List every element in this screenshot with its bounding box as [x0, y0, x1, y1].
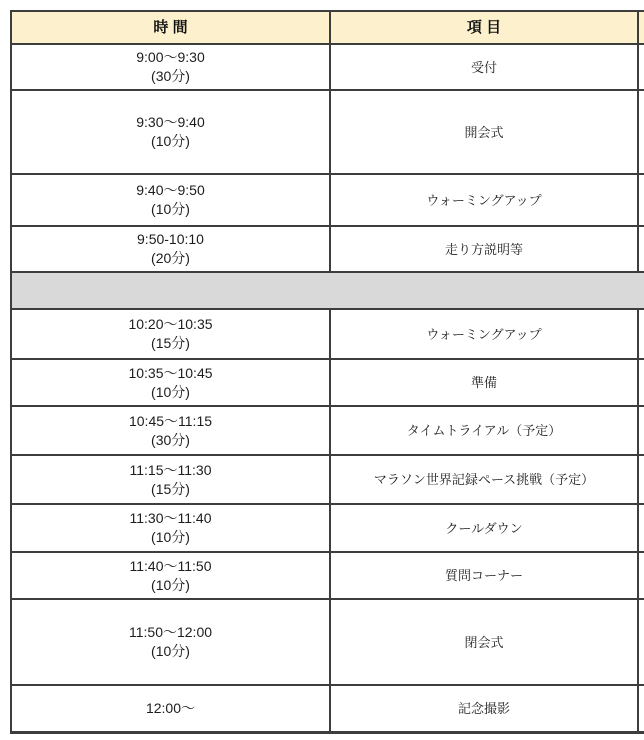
time-range: 11:40～11:50 — [129, 557, 212, 574]
item-cell — [331, 505, 639, 551]
cutoff-column-cell — [639, 600, 644, 684]
duration: (30分) — [151, 68, 190, 84]
table-row — [12, 45, 644, 91]
time-range: 11:50～12:00 — [128, 624, 213, 640]
duration: (10分) — [151, 133, 190, 149]
table-row — [12, 407, 644, 456]
table-row — [12, 175, 644, 227]
table-row — [12, 553, 644, 600]
table-row — [12, 456, 644, 505]
time-range: 10:45～11:15 — [128, 412, 213, 429]
time-cell — [12, 553, 331, 598]
cutoff-column-cell — [639, 227, 644, 271]
time-cell — [12, 45, 331, 89]
item-cell — [331, 686, 639, 731]
item-label: 走り方説明等 — [444, 241, 523, 257]
header-time-cell — [12, 12, 331, 43]
duration: (20分) — [151, 250, 190, 266]
cutoff-column-cell — [639, 91, 644, 173]
time-range: 9:00～9:30 — [136, 49, 205, 65]
item-cell — [331, 227, 639, 271]
table-row — [12, 600, 644, 686]
table-row — [12, 227, 644, 273]
table-row — [12, 91, 644, 175]
table-row — [12, 505, 644, 553]
cutoff-column-cell — [639, 686, 644, 731]
item-label: マラソン世界記録ペース挑戦（予定） — [373, 472, 595, 487]
cutoff-column-cell — [639, 553, 644, 598]
time-range: 12:00～ — [145, 700, 196, 716]
item-cell — [331, 45, 639, 89]
duration: (10分) — [151, 383, 190, 400]
duration: (15分) — [151, 335, 190, 351]
time-range: 9:50-10:10 — [137, 231, 204, 247]
cutoff-column-cell — [639, 456, 644, 503]
item-label: ウォーミングアップ — [426, 192, 542, 208]
time-range: 11:30～11:40 — [129, 510, 212, 526]
item-label: 開会式 — [464, 124, 504, 140]
time-cell — [12, 505, 331, 551]
duration: (10分) — [151, 201, 190, 217]
cutoff-column-cell — [639, 360, 644, 405]
cutoff-column-header-cell — [639, 12, 644, 43]
item-cell — [331, 360, 639, 405]
time-cell — [12, 91, 331, 173]
item-label: クールダウン — [445, 520, 523, 536]
duration: (10分) — [151, 576, 190, 593]
duration: (30分) — [151, 431, 190, 448]
item-cell — [331, 553, 639, 598]
table-row — [12, 686, 644, 731]
time-range: 10:20～10:35 — [128, 316, 213, 332]
time-range: 9:30～9:40 — [136, 114, 205, 130]
item-label: ウォーミングアップ — [426, 326, 542, 342]
table-row — [12, 310, 644, 360]
item-cell — [331, 310, 639, 358]
time-range: 10:35～10:45 — [128, 364, 213, 381]
item-label: 質問コーナー — [444, 568, 523, 583]
time-cell — [12, 407, 331, 454]
header-row — [12, 12, 644, 45]
time-cell — [12, 456, 331, 503]
item-label: 受付 — [470, 59, 497, 75]
header-item-label: 項 目 — [466, 19, 502, 36]
item-label: 記念撮影 — [457, 701, 510, 716]
duration: (10分) — [151, 643, 190, 659]
item-label: タイムトライアル（予定） — [406, 423, 562, 438]
cutoff-column-cell — [639, 175, 644, 225]
item-cell — [331, 91, 639, 173]
item-label: 閉会式 — [464, 634, 504, 650]
item-cell — [331, 600, 639, 684]
time-cell — [12, 227, 331, 271]
duration: (10分) — [151, 529, 190, 545]
cutoff-column-cell — [639, 310, 644, 358]
cutoff-column-cell — [639, 407, 644, 454]
time-cell — [12, 600, 331, 684]
item-label: 準備 — [470, 375, 497, 390]
time-cell — [12, 310, 331, 358]
table-row — [12, 360, 644, 407]
time-range: 11:15～11:30 — [129, 461, 212, 478]
time-cell — [12, 360, 331, 405]
time-range: 9:40～9:50 — [136, 182, 205, 198]
duration: (15分) — [151, 480, 190, 497]
cutoff-column-cell — [639, 505, 644, 551]
time-cell — [12, 175, 331, 225]
item-cell — [331, 456, 639, 503]
header-time-label: 時 間 — [153, 19, 188, 36]
separator-row — [12, 273, 644, 310]
schedule-table — [10, 10, 644, 734]
time-cell — [12, 686, 331, 731]
item-cell — [331, 407, 639, 454]
item-cell — [331, 175, 639, 225]
header-item-cell — [331, 12, 639, 43]
cutoff-column-cell — [639, 45, 644, 89]
